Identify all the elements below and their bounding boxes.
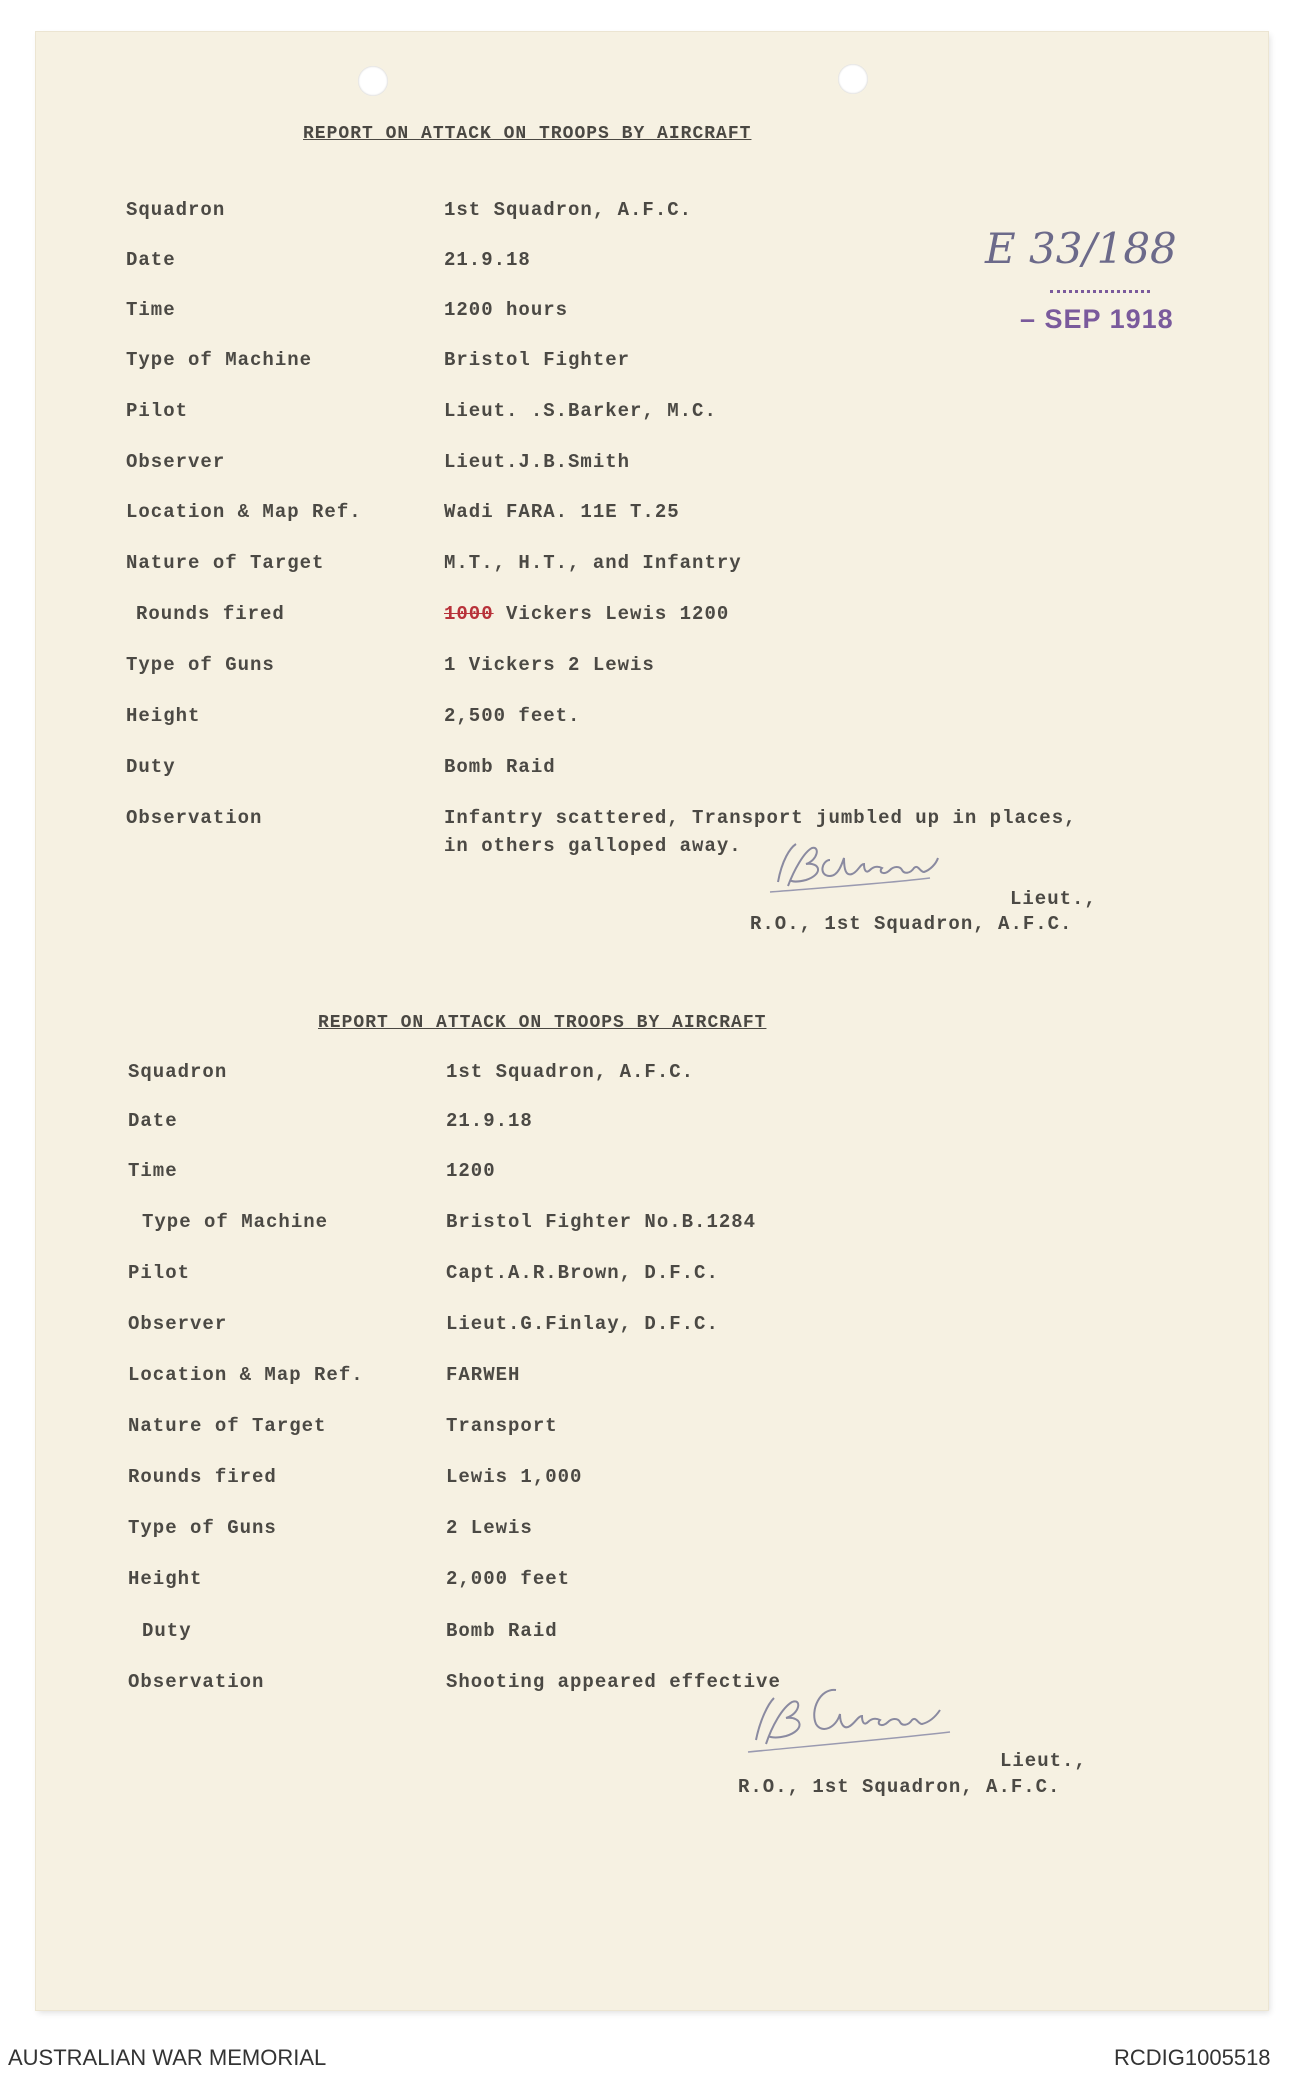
field-value	[444, 603, 729, 625]
field-label: Time	[126, 299, 176, 321]
field-label: Squadron	[126, 199, 226, 221]
field-value: M.T., H.T., and Infantry	[444, 552, 742, 574]
field-label: Squadron	[128, 1061, 228, 1083]
punch-hole-right	[838, 64, 868, 94]
report-2-signature	[740, 1680, 1020, 1770]
field-value: Infantry scattered, Transport jumbled up in places,	[444, 807, 1077, 829]
report-2-title: REPORT ON ATTACK ON TROOPS BY AIRCRAFT	[318, 1013, 767, 1033]
field-label: Pilot	[126, 400, 189, 422]
struck-out-value: 1000	[444, 603, 494, 625]
field-value: Bomb Raid	[446, 1620, 558, 1642]
field-label: Observation	[126, 807, 263, 829]
field-label: Height	[126, 705, 201, 727]
field-label: Nature of Target	[126, 552, 325, 574]
field-value: 21.9.18	[444, 249, 531, 271]
field-label: Duty	[126, 756, 176, 778]
field-value: Lieut.J.B.Smith	[444, 451, 631, 473]
field-value: Capt.A.R.Brown, D.F.C.	[446, 1262, 719, 1284]
field-label: Type of Guns	[128, 1517, 277, 1539]
field-label: Type of Machine	[126, 349, 313, 371]
punch-hole-left	[358, 66, 388, 96]
archive-id: RCDIG1005518	[1114, 2045, 1271, 2070]
report-1-title: REPORT ON ATTACK ON TROOPS BY AIRCRAFT	[303, 124, 752, 144]
field-value: 2,000 feet	[446, 1568, 571, 1590]
report-1-signature	[760, 830, 1020, 910]
field-label: Rounds fired	[136, 603, 285, 625]
field-value: 2,500 feet.	[444, 705, 581, 727]
field-label: Time	[128, 1160, 178, 1182]
field-value: Bristol Fighter No.B.1284	[446, 1211, 757, 1233]
report-1-rank: Lieut.,	[1010, 888, 1097, 910]
field-label: Date	[126, 249, 176, 271]
field-label: Pilot	[128, 1262, 191, 1284]
field-label: Duty	[142, 1620, 192, 1642]
field-label: Location & Map Ref.	[126, 501, 362, 523]
field-label: Rounds fired	[128, 1466, 277, 1488]
field-value: 1200	[446, 1160, 496, 1182]
field-label: Observer	[128, 1313, 228, 1335]
field-value: 1 Vickers 2 Lewis	[444, 654, 655, 676]
report-1-unit: R.O., 1st Squadron, A.F.C.	[750, 913, 1073, 935]
archive-credit: AUSTRALIAN WAR MEMORIAL	[8, 2045, 327, 2070]
field-value: 1st Squadron, A.F.C.	[446, 1061, 695, 1083]
field-label: Type of Machine	[142, 1211, 329, 1233]
field-value: 1200 hours	[444, 299, 569, 321]
stamp-dotted-line	[1050, 290, 1150, 293]
field-value: Bristol Fighter	[444, 349, 631, 371]
field-label: Observation	[128, 1671, 265, 1693]
field-label: Type of Guns	[126, 654, 275, 676]
field-label: Height	[128, 1568, 203, 1590]
field-value: Wadi FARA. 11E T.25	[444, 501, 680, 523]
received-date-stamp: – SEP 1918	[1020, 304, 1174, 334]
report-2-unit: R.O., 1st Squadron, A.F.C.	[738, 1776, 1061, 1798]
field-value: Bomb Raid	[444, 756, 556, 778]
stamp-date-text: SEP 1918	[1044, 304, 1174, 334]
rounds-value: Vickers Lewis 1200	[493, 603, 730, 625]
field-value: Lewis 1,000	[446, 1466, 583, 1488]
field-value: Lieut. .S.Barker, M.C.	[444, 400, 717, 422]
field-label: Observer	[126, 451, 226, 473]
field-value: 1st Squadron, A.F.C.	[444, 199, 693, 221]
field-value: 21.9.18	[446, 1110, 533, 1132]
field-label: Location & Map Ref.	[128, 1364, 364, 1386]
field-value: FARWEH	[446, 1364, 521, 1386]
report-2-rank: Lieut.,	[1000, 1750, 1087, 1772]
field-label: Nature of Target	[128, 1415, 327, 1437]
field-label: Date	[128, 1110, 178, 1132]
file-reference-stamp: E 33/188	[985, 224, 1177, 273]
field-value: 2 Lewis	[446, 1517, 533, 1539]
field-value: Transport	[446, 1415, 558, 1437]
field-value: Lieut.G.Finlay, D.F.C.	[446, 1313, 719, 1335]
report-1-observation-line-2: in others galloped away.	[444, 835, 742, 857]
field-value: Shooting appeared effective	[446, 1671, 781, 1693]
